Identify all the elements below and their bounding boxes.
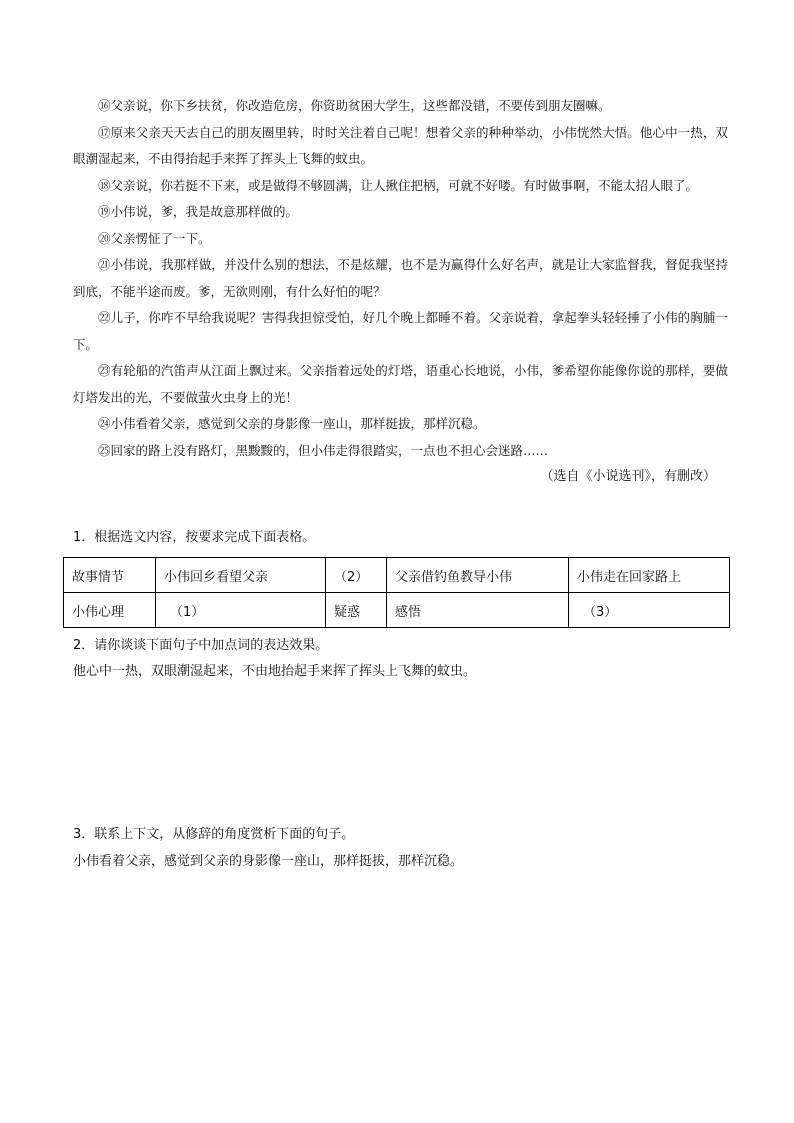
paragraph-21: ㉑小伟说，我那样做，并没什么别的想法，不是炫耀，也不是为赢得什么好名声，就是让大家监督我，督促我坚持到底，不能半途而废。爹，无欲则刚，有什么好怕的呢？ [73, 257, 728, 299]
table-cell: 疑惑 [326, 593, 387, 628]
passage-source: （选自《小说选刊》，有删改） [540, 469, 716, 484]
paragraph-22: ㉒儿子，你咋不早给我说呢？害得我担惊受怕，好几个晚上都睡不着。父亲说着，拿起拳头轻轻捶了小伟的胸脯一下。 [73, 310, 728, 352]
question-3-sentence: 小伟看着父亲，感觉到父亲的身影像一座山，那样挺拔，那样沉稳。 [73, 854, 464, 869]
table-row-plot [64, 558, 730, 593]
answer-blank-2[interactable]: （2） [326, 558, 387, 593]
story-table [63, 557, 730, 628]
answer-blank-3[interactable]: （3） [569, 593, 730, 628]
table-cell: 小伟心理 [64, 593, 156, 628]
table-cell: 小伟回乡看望父亲 [156, 558, 326, 593]
paragraph-25: ㉕回家的路上没有路灯，黑黢黢的，但小伟走得很踏实，一点也不担心会迷路…… [98, 442, 549, 458]
answer-blank-1[interactable]: （1） [156, 593, 326, 628]
question-2-sentence: 他心中一热，双眼潮湿起来，不由地抬起手来挥了挥头上飞舞的蚊虫。 [73, 664, 477, 679]
question-2-title: 2．请你谈谈下面句子中加点词的表达效果。 [73, 638, 329, 653]
question-1-title: 1．根据选文内容，按要求完成下面表格。 [73, 530, 316, 545]
paragraph-17: ⑰原来父亲天天去自己的朋友圈里转，时时关注着自己呢！想着父亲的种种举动，小伟恍然大悟。他心中一热，双眼潮湿起来，不由得抬起手来挥了挥头上飞舞的蚊虫。 [73, 124, 728, 166]
paragraph-20: ⑳父亲愣怔了一下。 [98, 230, 211, 246]
reading-passage [73, 93, 728, 491]
question-3-title: 3．联系上下文，从修辞的角度赏析下面的句子。 [73, 827, 355, 842]
table-cell: 父亲借钓鱼教导小伟 [387, 558, 569, 593]
paragraph-23: ㉓有轮船的汽笛声从江面上飘过来。父亲指着远处的灯塔，语重心长地说，小伟，爹希望你能像你说的那样，要做灯塔发出的光，不要做萤火虫身上的光！ [73, 363, 728, 405]
paragraph-19: ⑲小伟说，爹，我是故意那样做的。 [98, 204, 299, 219]
paragraph-24: ㉔小伟看着父亲，感觉到父亲的身影像一座山，那样挺拔，那样沉稳。 [98, 416, 486, 431]
paragraph-16: ⑯父亲说，你下乡扶贫，你改造危房，你资助贫困大学生，这些都没错，不要传到朋友圈嘛。 [98, 98, 611, 113]
paragraph-18: ⑱父亲说，你若挺不下来，或是做得不够圆满，让人揪住把柄，可就不好喽。有时做事啊，不能太招人眼了。 [98, 177, 699, 193]
table-row-psychology [64, 593, 730, 628]
table-cell: 感悟 [387, 593, 569, 628]
table-cell: 小伟走在回家路上 [569, 558, 730, 593]
table-cell: 故事情节 [64, 558, 156, 593]
